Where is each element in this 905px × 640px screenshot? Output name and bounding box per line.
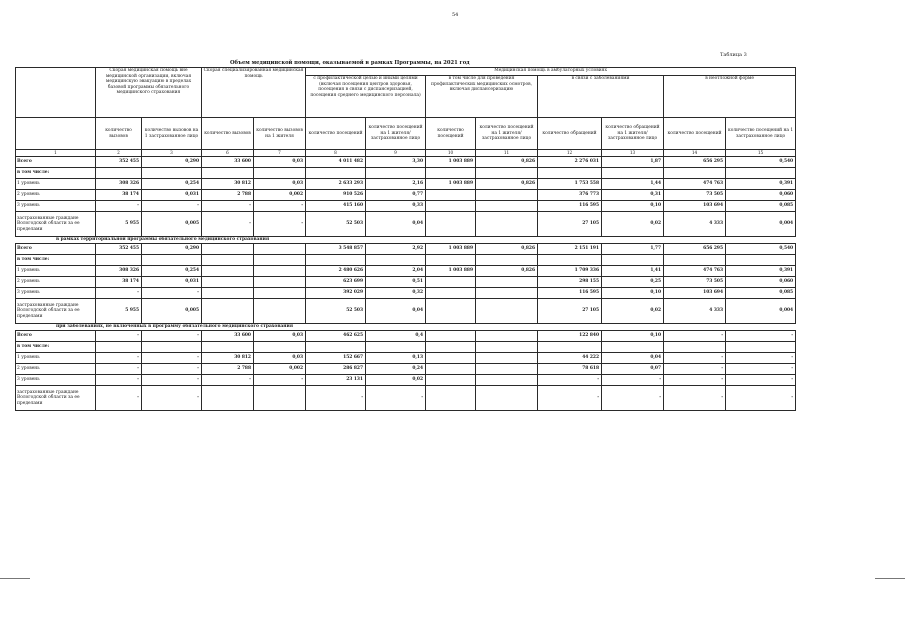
row-label: 3 уровень [16, 201, 96, 212]
table-cell [426, 331, 476, 342]
table-cell: 27 105 [538, 299, 602, 324]
table-cell: 3 548 857 [306, 244, 366, 255]
table-cell [306, 168, 366, 179]
table-cell: 5 955 [96, 299, 142, 324]
table-cell: 910 526 [306, 190, 366, 201]
table-cell: 656 295 [664, 244, 726, 255]
table-cell: - [96, 331, 142, 342]
column-index: 15 [726, 150, 796, 157]
table-cell: 0,25 [602, 277, 664, 288]
table-cell: 0,060 [726, 190, 796, 201]
table-row [16, 364, 796, 375]
table-cell: 116 595 [538, 201, 602, 212]
table-cell [306, 255, 366, 266]
table-cell [202, 168, 254, 179]
table-cell: 38 174 [96, 190, 142, 201]
scan-edge-mark [875, 578, 905, 579]
column-index-row [16, 150, 796, 157]
table-cell: 0,10 [602, 331, 664, 342]
table-cell: 298 155 [538, 277, 602, 288]
header-sub: количество вызовов [202, 118, 254, 150]
table-cell: 352 455 [96, 244, 142, 255]
table-cell [426, 342, 476, 353]
table-cell [426, 190, 476, 201]
table-row [16, 190, 796, 201]
row-label: в том числе: [16, 168, 96, 179]
table-cell [306, 342, 366, 353]
table-cell [426, 255, 476, 266]
table-cell [202, 244, 254, 255]
table-cell: - [366, 386, 426, 411]
header-emergency: Скорая медицинская помощь вне медицинской организации, включая медицинскую эвакуацию в пределах базовой программы обязательного медицинского страхования [96, 68, 202, 118]
header-sub-empty [16, 118, 96, 150]
table-cell: 0,10 [602, 201, 664, 212]
table-cell [664, 168, 726, 179]
table-cell [426, 364, 476, 375]
table-cell: 286 827 [306, 364, 366, 375]
table-cell: 52 503 [306, 299, 366, 324]
table-row [16, 157, 796, 168]
table-cell: 0,826 [476, 244, 538, 255]
table-cell: 0,085 [726, 288, 796, 299]
column-index: 7 [254, 150, 306, 157]
table-row [16, 331, 796, 342]
table-cell: 0,254 [142, 179, 202, 190]
table-cell: 352 455 [96, 157, 142, 168]
table-cell: 0,33 [366, 201, 426, 212]
table-cell: 4 011 482 [306, 157, 366, 168]
column-index: 1 [16, 150, 96, 157]
table-cell [476, 375, 538, 386]
row-label: 2 уровень [16, 277, 96, 288]
table-cell: 0,060 [726, 277, 796, 288]
table-cell: 0,4 [366, 331, 426, 342]
table-cell [426, 277, 476, 288]
table-cell [142, 342, 202, 353]
table-cell [202, 342, 254, 353]
table-cell: 116 595 [538, 288, 602, 299]
table-cell [366, 255, 426, 266]
table-row [16, 353, 796, 364]
table-cell [726, 168, 796, 179]
table-cell: 1,44 [602, 179, 664, 190]
column-index: 12 [538, 150, 602, 157]
table-cell: 78 618 [538, 364, 602, 375]
table-cell: 103 694 [664, 201, 726, 212]
table-cell: - [254, 212, 306, 237]
table-cell [426, 288, 476, 299]
page-number: 54 [452, 12, 459, 18]
header-sub: количество посещений [664, 118, 726, 150]
table-cell [202, 255, 254, 266]
table-cell: 4 333 [664, 299, 726, 324]
table-cell: 0,290 [142, 157, 202, 168]
table-cell [476, 299, 538, 324]
table-cell [254, 299, 306, 324]
table-cell: 38 174 [96, 277, 142, 288]
table-cell: 2 633 293 [306, 179, 366, 190]
table-cell: - [602, 375, 664, 386]
table-cell: - [142, 201, 202, 212]
table-cell: 0,826 [476, 179, 538, 190]
column-index: 9 [366, 150, 426, 157]
table-cell: - [254, 201, 306, 212]
table-cell: 2,04 [366, 266, 426, 277]
table-cell: 3,30 [366, 157, 426, 168]
table-cell: 415 160 [306, 201, 366, 212]
document-title: Объем медицинской помощи, оказываемой в рамках Программы, на 2021 год [230, 60, 470, 66]
table-cell: 0,002 [254, 190, 306, 201]
header-label-cell [16, 68, 96, 118]
header-sub: количество вызовов на 1 жителя [254, 118, 306, 150]
table-cell: 4 333 [664, 212, 726, 237]
table-cell: 0,031 [142, 190, 202, 201]
table-row [16, 255, 796, 266]
table-cell [538, 168, 602, 179]
table-cell [426, 201, 476, 212]
table-cell [476, 201, 538, 212]
table-cell: 30 812 [202, 353, 254, 364]
row-label: в том числе: [16, 255, 96, 266]
table-cell: - [142, 331, 202, 342]
table-cell: 0,03 [254, 353, 306, 364]
section-title: в рамках территориальной программы обязательного медицинского страхования [16, 237, 796, 244]
section-title: при заболеваниях, не включенных в программу обязательного медицинского страхования [16, 324, 796, 331]
column-index: 13 [602, 150, 664, 157]
header-sub: количество вызовов [96, 118, 142, 150]
table-cell [142, 168, 202, 179]
table-cell: 474 763 [664, 266, 726, 277]
table-cell: 103 694 [664, 288, 726, 299]
table-cell [726, 342, 796, 353]
table-cell: 0,02 [602, 299, 664, 324]
section-title-row [16, 324, 796, 331]
table-row [16, 288, 796, 299]
table-cell: - [664, 375, 726, 386]
table-cell: 0,77 [366, 190, 426, 201]
table-cell [96, 342, 142, 353]
row-label: 3 уровень [16, 288, 96, 299]
table-cell: - [96, 375, 142, 386]
row-label: застрахованные граждане Вологодской области за ее пределами [16, 212, 96, 237]
column-index: 14 [664, 150, 726, 157]
row-label: Всего [16, 331, 96, 342]
table-cell: - [664, 331, 726, 342]
table-cell [426, 299, 476, 324]
table-cell: 1,41 [602, 266, 664, 277]
table-cell: 0,826 [476, 157, 538, 168]
table-cell: 0,32 [366, 288, 426, 299]
table-cell: 0,10 [602, 288, 664, 299]
table-cell: - [726, 353, 796, 364]
table-cell [202, 277, 254, 288]
table-cell: - [202, 201, 254, 212]
table-cell: 0,005 [142, 299, 202, 324]
table-cell [476, 255, 538, 266]
table-cell: 33 600 [202, 331, 254, 342]
row-label: застрахованные граждане Вологодской области за ее пределами [16, 299, 96, 324]
table-cell: - [96, 386, 142, 411]
table-cell [476, 168, 538, 179]
header-sub: количество посещений на 1 застрахованное лицо [726, 118, 796, 150]
header-sub: количество вызовов на 1 застрахованное лицо [142, 118, 202, 150]
table-cell [602, 342, 664, 353]
table-cell: 0,03 [254, 179, 306, 190]
table-cell: - [142, 353, 202, 364]
scan-edge-mark [0, 578, 30, 579]
table-cell: 0,51 [366, 277, 426, 288]
table-cell [602, 168, 664, 179]
row-label: в том числе: [16, 342, 96, 353]
table-cell: 1 753 558 [538, 179, 602, 190]
table-cell: 73 505 [664, 277, 726, 288]
table-cell: 1 709 336 [538, 266, 602, 277]
table-cell: 0,31 [602, 190, 664, 201]
header-prof-exams: в том числе для проведения профилактических медицинских осмотров, включая диспансеризацию [426, 76, 538, 118]
table-cell [254, 386, 306, 411]
column-index: 3 [142, 150, 202, 157]
table-cell [254, 168, 306, 179]
table-row [16, 212, 796, 237]
header-sub: количество обращений на 1 жителя/застрахованное лицо [602, 118, 664, 150]
table-cell [476, 190, 538, 201]
table-cell [726, 255, 796, 266]
table-cell: 44 222 [538, 353, 602, 364]
table-cell: - [202, 375, 254, 386]
table-cell: - [202, 212, 254, 237]
table-cell: 73 505 [664, 190, 726, 201]
table-cell: 152 667 [306, 353, 366, 364]
table-row [16, 277, 796, 288]
table-row [16, 342, 796, 353]
table-cell [202, 288, 254, 299]
table-cell [476, 288, 538, 299]
table-cell [202, 386, 254, 411]
table-cell: 122 840 [538, 331, 602, 342]
row-label: 2 уровень [16, 364, 96, 375]
table-body [16, 150, 796, 411]
table-cell: 0,540 [726, 244, 796, 255]
table-cell [664, 342, 726, 353]
header-specialized: Скорая специализированная медицинская помощь [202, 68, 306, 118]
column-index: 10 [426, 150, 476, 157]
table-cell: - [254, 375, 306, 386]
table-cell: 2 480 626 [306, 266, 366, 277]
table-cell: 0,02 [366, 375, 426, 386]
table-cell: 0,031 [142, 277, 202, 288]
header-urgent: в неотложной форме [664, 76, 796, 118]
table-cell: 623 699 [306, 277, 366, 288]
table-cell [426, 375, 476, 386]
table-cell [476, 353, 538, 364]
table-cell: 0,391 [726, 179, 796, 190]
row-label: 3 уровень [16, 375, 96, 386]
table-cell: 0,13 [366, 353, 426, 364]
table-cell: - [96, 201, 142, 212]
table-cell: 2 276 031 [538, 157, 602, 168]
table-cell: 0,03 [254, 331, 306, 342]
table-cell: 1,87 [602, 157, 664, 168]
table-cell [538, 342, 602, 353]
table-cell [96, 255, 142, 266]
table-cell: 0,04 [602, 353, 664, 364]
table-cell: - [664, 364, 726, 375]
table-cell: - [96, 353, 142, 364]
table-cell: 474 763 [664, 179, 726, 190]
table-cell: 0,004 [726, 212, 796, 237]
table-cell: 1 003 889 [426, 244, 476, 255]
table-row [16, 168, 796, 179]
table-cell: 0,24 [366, 364, 426, 375]
header-sub: количество обращений [538, 118, 602, 150]
row-label: застрахованные граждане Вологодской области за ее пределами [16, 386, 96, 411]
table-cell: 0,290 [142, 244, 202, 255]
row-label: 1 уровень [16, 353, 96, 364]
table-cell: 1 003 889 [426, 179, 476, 190]
table-row [16, 299, 796, 324]
table-cell: 0,391 [726, 266, 796, 277]
table-cell [602, 255, 664, 266]
header-outpatient: Медицинская помощь в амбулаторных условиях [306, 68, 796, 76]
table-cell: 23 131 [306, 375, 366, 386]
table-cell: - [726, 386, 796, 411]
table-cell [538, 255, 602, 266]
table-cell [254, 342, 306, 353]
table-cell: 1 003 889 [426, 266, 476, 277]
table-row [16, 386, 796, 411]
row-label: 1 уровень [16, 179, 96, 190]
table-cell: - [142, 364, 202, 375]
table-cell: 0,04 [366, 299, 426, 324]
table-cell: 0,254 [142, 266, 202, 277]
table-cell: 0,826 [476, 266, 538, 277]
table-cell: - [142, 386, 202, 411]
table-cell [476, 386, 538, 411]
table-cell: - [664, 386, 726, 411]
table-cell [476, 212, 538, 237]
table-cell [426, 212, 476, 237]
table-cell: 2,16 [366, 179, 426, 190]
table-cell: 0,02 [602, 212, 664, 237]
table-cell: 27 105 [538, 212, 602, 237]
column-index: 8 [306, 150, 366, 157]
table-cell [476, 331, 538, 342]
header-sub: количество посещений [426, 118, 476, 150]
table-cell: - [726, 331, 796, 342]
table-cell [476, 342, 538, 353]
table-cell [254, 277, 306, 288]
table-cell: 0,002 [254, 364, 306, 375]
table-cell [366, 168, 426, 179]
table-cell [254, 266, 306, 277]
table-cell: 0,04 [366, 212, 426, 237]
table-cell: 2 788 [202, 364, 254, 375]
table-row [16, 179, 796, 190]
table-cell: - [538, 386, 602, 411]
column-index: 2 [96, 150, 142, 157]
table-cell: 462 625 [306, 331, 366, 342]
table-cell [426, 168, 476, 179]
header-sub: количество посещений [306, 118, 366, 150]
table-cell: 0,085 [726, 201, 796, 212]
table-cell [366, 342, 426, 353]
table-cell [254, 244, 306, 255]
table-cell: 1 003 889 [426, 157, 476, 168]
table-cell: - [726, 375, 796, 386]
table-cell: 5 955 [96, 212, 142, 237]
table-cell: - [602, 386, 664, 411]
table-cell [664, 255, 726, 266]
header-prophylactic: с профилактической целью и иными целями (включая посещения центров здоровья, посещения в связи с диспансеризацией, посещения среднего медицинского персонала) [306, 76, 426, 118]
section-title-row [16, 237, 796, 244]
table-cell: 656 295 [664, 157, 726, 168]
table-row [16, 375, 796, 386]
table-cell: 52 503 [306, 212, 366, 237]
table-cell: 33 600 [202, 157, 254, 168]
table-cell [426, 353, 476, 364]
header-disease: в связи с заболеваниями [538, 76, 664, 118]
table-cell: 376 773 [538, 190, 602, 201]
table-cell: 0,540 [726, 157, 796, 168]
table-cell [202, 266, 254, 277]
table-cell: - [306, 386, 366, 411]
row-label: 2 уровень [16, 190, 96, 201]
column-index: 6 [202, 150, 254, 157]
table-cell: - [142, 375, 202, 386]
row-label: Всего [16, 244, 96, 255]
table-cell: - [142, 288, 202, 299]
table-cell: 2 788 [202, 190, 254, 201]
table-cell: 0,004 [726, 299, 796, 324]
table-cell [476, 364, 538, 375]
volume-table [15, 67, 796, 411]
table-cell [476, 277, 538, 288]
row-label: Всего [16, 157, 96, 168]
table-cell: 2 151 191 [538, 244, 602, 255]
table-row [16, 201, 796, 212]
table-row [16, 266, 796, 277]
table-cell: - [726, 364, 796, 375]
table-cell: 308 326 [96, 179, 142, 190]
table-cell: - [96, 364, 142, 375]
table-cell: - [538, 375, 602, 386]
table-cell: - [664, 353, 726, 364]
column-index: 11 [476, 150, 538, 157]
table-cell [142, 255, 202, 266]
table-label: Таблица 3 [720, 52, 747, 58]
table-cell: 0,005 [142, 212, 202, 237]
table-cell: - [96, 288, 142, 299]
table-cell [426, 386, 476, 411]
table-cell [202, 299, 254, 324]
table-cell [96, 168, 142, 179]
header-sub: количество посещений на 1 жителя/застрахованное лицо [366, 118, 426, 150]
table-cell: 2,92 [366, 244, 426, 255]
table-cell [254, 255, 306, 266]
table-cell: 0,03 [254, 157, 306, 168]
table-cell: 392 029 [306, 288, 366, 299]
table-cell: 1,77 [602, 244, 664, 255]
table-cell: 30 812 [202, 179, 254, 190]
table-row [16, 244, 796, 255]
table-cell [254, 288, 306, 299]
table-cell: 308 326 [96, 266, 142, 277]
row-label: 1 уровень [16, 266, 96, 277]
header-sub: количество посещений на 1 жителя/застрахованное лицо [476, 118, 538, 150]
table-cell: 0,07 [602, 364, 664, 375]
